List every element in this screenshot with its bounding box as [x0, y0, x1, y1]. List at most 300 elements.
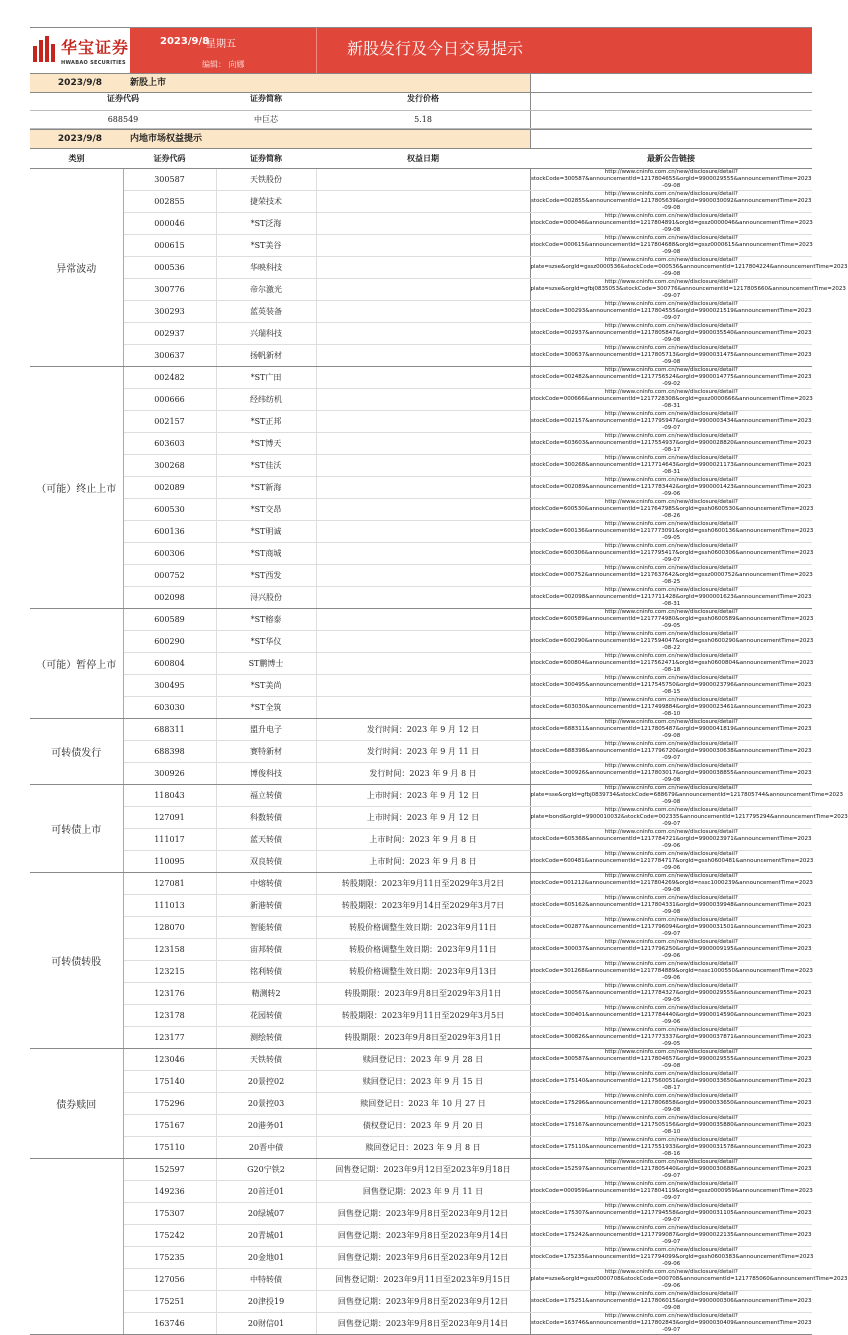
name-cell: 华映科技	[216, 257, 316, 279]
table-row	[30, 477, 812, 499]
name-cell: 宙邦转债	[216, 939, 316, 961]
date-cell: 上市时间：2023 年 9 月 12 日	[316, 807, 530, 829]
logo-cn-text: 华宝证券	[60, 38, 129, 57]
name-cell: 浔兴股份	[216, 587, 316, 609]
name-cell: 花园转债	[216, 1005, 316, 1027]
link-cell[interactable]: http://www.cninfo.com.cn/new/disclosure/detail?stockCode=163746&announcementId=1217802843&orgId=9900030409&announcementTime=2023 -09-07	[530, 1313, 812, 1333]
code-cell: 300637	[123, 345, 216, 367]
name-cell: 20绿城07	[216, 1203, 316, 1225]
link-cell[interactable]: http://www.cninfo.com.cn/new/disclosure/detail?stockCode=152597&announcementId=1217805440&orgId=9900030688&announcementTime=2023 -09-07	[530, 1159, 812, 1179]
date-cell: 赎回登记日：2023 年 10 月 27 日	[316, 1093, 530, 1115]
name-cell: 铭利转债	[216, 961, 316, 983]
table-row	[30, 301, 812, 323]
code-cell: 123046	[123, 1049, 216, 1071]
name-cell: *ST西发	[216, 565, 316, 587]
table-row	[30, 323, 812, 345]
date-cell: 债权登记日：2023 年 9 月 20 日	[316, 1115, 530, 1137]
table-row	[30, 191, 812, 213]
table-row	[30, 1269, 812, 1291]
date-cell: 转股期限：2023年9月14日至2029年3月7日	[316, 895, 530, 917]
code-cell: 123158	[123, 939, 216, 961]
name-cell: 20景控03	[216, 1093, 316, 1115]
table-row	[30, 1247, 812, 1269]
code-cell: 300268	[123, 455, 216, 477]
name-cell: *ST交昂	[216, 499, 316, 521]
code-cell: 000752	[123, 565, 216, 587]
name-cell: *ST全筑	[216, 697, 316, 719]
report-title: 新股发行及今日交易提示	[316, 28, 812, 73]
name-cell: 20财信01	[216, 1313, 316, 1335]
name-cell: *ST商城	[216, 543, 316, 565]
table-row	[30, 1115, 812, 1137]
link-cell[interactable]: http://www.cninfo.com.cn/new/disclosure/detail?stockCode=002937&announcementId=1217805847&orgId=9900035540&announcementTime=2023 -09-08	[530, 323, 812, 343]
rights-body	[30, 169, 848, 1335]
date-cell: 回售登记期：2023年9月12日至2023年9月18日	[316, 1159, 530, 1181]
date-cell	[316, 323, 530, 345]
ipo-code: 688549	[107, 115, 139, 124]
code-cell: 300587	[123, 169, 216, 191]
date-cell	[316, 565, 530, 587]
rights-section-bar	[30, 129, 812, 149]
name-cell: G20宁铁2	[216, 1159, 316, 1181]
code-cell: 300776	[123, 279, 216, 301]
code-cell: 127081	[123, 873, 216, 895]
link-cell[interactable]: http://www.cninfo.com.cn/new/disclosure/detail?stockCode=175140&announcementId=1217560051&orgId=9900033650&announcementTime=2023 -08-17	[530, 1071, 812, 1091]
link-cell[interactable]: http://www.cninfo.com.cn/new/disclosure/detail?stockCode=002855&announcementId=1217805639&orgId=9900030092&announcementTime=2023 -09-08	[530, 191, 812, 211]
code-cell: 000046	[123, 213, 216, 235]
code-cell: 175167	[123, 1115, 216, 1137]
link-cell[interactable]: http://www.cninfo.com.cn/new/disclosure/detail?stockCode=301268&announcementId=1217784889&orgId=nssc1000550&announcementTime=2023 -09-06	[530, 961, 813, 981]
link-cell[interactable]: http://www.cninfo.com.cn/new/disclosure/detail?stockCode=600589&announcementId=1217774980&orgId=gssh0600589&announcementTime=2023 -09-05	[530, 609, 814, 629]
name-cell: 20津投19	[216, 1291, 316, 1313]
link-cell[interactable]: http://www.cninfo.com.cn/new/disclosure/detail?stockCode=300587&announcementId=1217804655&orgId=9900029555&announcementTime=2023 -09-08	[530, 169, 812, 189]
code-cell: 600530	[123, 499, 216, 521]
link-cell[interactable]: http://www.cninfo.com.cn/new/disclosure/detail?plate=bond&orgId=9900010032&stockCode=002335&announcementId=1217795294&announcementTime=2023 -09-07	[530, 807, 848, 827]
logo-en-text: HWABAO SECURITIES	[60, 60, 126, 66]
ipo-row	[30, 111, 812, 129]
col-category: 类别	[30, 149, 123, 169]
date-cell	[316, 455, 530, 477]
table-row	[30, 807, 812, 829]
header-date: 2023/9/8	[160, 36, 210, 47]
date-cell	[316, 367, 530, 389]
code-cell: 300926	[123, 763, 216, 785]
name-cell: 经纬纺机	[216, 389, 316, 411]
date-cell	[316, 279, 530, 301]
date-cell: 回售登记期：2023年9月8日至2023年9月12日	[316, 1291, 530, 1313]
link-cell[interactable]: http://www.cninfo.com.cn/new/disclosure/detail?stockCode=300037&announcementId=1217796250&orgId=9900009195&announcementTime=2023 -09-06	[530, 939, 812, 959]
date-cell	[316, 543, 530, 565]
date-cell: 转股期限：2023年9月11日至2029年3月2日	[316, 873, 530, 895]
link-cell[interactable]: http://www.cninfo.com.cn/new/disclosure/detail?stockCode=002482&announcementId=1217756524&orgId=9900014775&announcementTime=2023 -09-02	[530, 367, 812, 387]
name-cell: *ST美谷	[216, 235, 316, 257]
name-cell: 赛特新材	[216, 741, 316, 763]
date-cell: 转股价格调整生效日期：2023年9月11日	[316, 939, 530, 961]
code-cell: 152597	[123, 1159, 216, 1181]
name-cell: 测绘转债	[216, 1027, 316, 1049]
date-cell	[316, 631, 530, 653]
name-cell: *ST新海	[216, 477, 316, 499]
date-cell: 转股期限：2023年9月8日至2029年3月1日	[316, 1027, 530, 1049]
link-cell[interactable]: http://www.cninfo.com.cn/new/disclosure/detail?stockCode=688311&announcementId=1217805487&orgId=9900041819&announcementTime=2023 -09-08	[530, 719, 812, 739]
link-cell[interactable]: http://www.cninfo.com.cn/new/disclosure/detail?plate=sse&orgId=gfbj0839734&stockCode=688679&announcementId=1217805744&announcementTime=2023 -09-08	[530, 785, 843, 805]
code-cell: 123215	[123, 961, 216, 983]
link-cell[interactable]: http://www.cninfo.com.cn/new/disclosure/detail?stockCode=300587&announcementId=1217804657&orgId=9900029555&announcementTime=2023 -09-08	[530, 1049, 812, 1069]
name-cell: 博俊科技	[216, 763, 316, 785]
name-cell: ST鹏博士	[216, 653, 316, 675]
table-row	[30, 1071, 812, 1093]
code-cell: 002157	[123, 411, 216, 433]
date-cell	[316, 301, 530, 323]
code-cell: 000666	[123, 389, 216, 411]
date-cell	[316, 609, 530, 631]
table-row	[30, 631, 812, 653]
report-page	[30, 27, 848, 1335]
code-cell: 600804	[123, 653, 216, 675]
date-cell	[316, 675, 530, 697]
code-cell: 000615	[123, 235, 216, 257]
category-cell: 债券赎回	[30, 1049, 123, 1159]
link-cell[interactable]: http://www.cninfo.com.cn/new/disclosure/detail?stockCode=300268&announcementId=1217714643&orgId=9900021173&announcementTime=2023 -08-31	[530, 455, 812, 475]
date-cell: 回售登记期：2023年9月6日至2023年9月12日	[316, 1247, 530, 1269]
link-cell[interactable]: http://www.cninfo.com.cn/new/disclosure/detail?stockCode=000666&announcementId=1217728308&orgId=gssz0000666&announcementTime=2023 -08-31	[530, 389, 813, 409]
ipo-col-name: 证券简称	[250, 94, 282, 103]
date-cell: 转股价格调整生效日期：2023年9月13日	[316, 961, 530, 983]
date-cell: 发行时间：2023 年 9 月 8 日	[316, 763, 530, 785]
link-cell[interactable]: http://www.cninfo.com.cn/new/disclosure/detail?stockCode=603030&announcementId=1217499884&orgId=9900023461&announcementTime=2023 -08-10	[530, 697, 812, 717]
rights-table	[30, 149, 848, 1335]
link-cell[interactable]: http://www.cninfo.com.cn/new/disclosure/detail?stockCode=300637&announcementId=1217805713&orgId=9900031475&announcementTime=2023 -09-08	[530, 345, 812, 365]
table-row	[30, 1203, 812, 1225]
brand-logo	[30, 28, 130, 73]
link-cell[interactable]: http://www.cninfo.com.cn/new/disclosure/detail?stockCode=002098&announcementId=1217711428&orgId=9900001623&announcementTime=2023 -08-31	[530, 587, 812, 607]
table-row	[30, 521, 812, 543]
link-cell[interactable]: http://www.cninfo.com.cn/new/disclosure/detail?plate=szse&orgId=gssz0000708&stockCode=000708&announcementId=1217785060&announcementTime=2023 -09-06	[530, 1269, 848, 1289]
table-row	[30, 1181, 812, 1203]
code-cell: 175296	[123, 1093, 216, 1115]
category-cell: 可转债发行	[30, 719, 123, 785]
rights-section-title: 内地市场权益提示	[130, 130, 530, 148]
table-row	[30, 1159, 812, 1181]
code-cell: 600136	[123, 521, 216, 543]
link-cell[interactable]: http://www.cninfo.com.cn/new/disclosure/detail?stockCode=300401&announcementId=1217784440&orgId=9900014590&announcementTime=2023 -09-06	[530, 1005, 812, 1025]
date-cell	[316, 191, 530, 213]
link-cell[interactable]: http://www.cninfo.com.cn/new/disclosure/detail?stockCode=600306&announcementId=1217795417&orgId=gssh0600306&announcementTime=2023 -09-07	[530, 543, 814, 563]
category-cell	[30, 1159, 123, 1335]
date-cell: 转股价格调整生效日期：2023年9月11日	[316, 917, 530, 939]
link-cell[interactable]: http://www.cninfo.com.cn/new/disclosure/detail?stockCode=175167&announcementId=1217505156&orgId=9900035880&announcementTime=2023 -08-10	[530, 1115, 812, 1135]
date-cell: 赎回登记日：2023 年 9 月 8 日	[316, 1137, 530, 1159]
link-cell[interactable]: http://www.cninfo.com.cn/new/disclosure/detail?stockCode=688398&announcementId=1217796720&orgId=9900030638&announcementTime=2023 -09-07	[530, 741, 812, 761]
table-row	[30, 785, 812, 807]
date-cell: 回售登记期：2023年9月8日至2023年9月14日	[316, 1225, 530, 1247]
col-code: 证券代码	[123, 149, 216, 169]
table-row	[30, 1093, 812, 1115]
ipo-name: 中巨芯	[254, 115, 278, 124]
code-cell: 600290	[123, 631, 216, 653]
name-cell: *ST华仪	[216, 631, 316, 653]
date-cell	[316, 653, 530, 675]
code-cell: 002855	[123, 191, 216, 213]
link-cell[interactable]: http://www.cninfo.com.cn/new/disclosure/detail?stockCode=300495&announcementId=1217545750&orgId=9900023796&announcementTime=2023 -08-15	[530, 675, 812, 695]
link-cell[interactable]: http://www.cninfo.com.cn/new/disclosure/detail?stockCode=175296&announcementId=1217806858&orgId=9900033650&announcementTime=2023 -09-08	[530, 1093, 812, 1113]
date-cell: 赎回登记日：2023 年 9 月 28 日	[316, 1049, 530, 1071]
code-cell: 163746	[123, 1313, 216, 1335]
link-cell[interactable]: http://www.cninfo.com.cn/new/disclosure/detail?stockCode=605368&announcementId=1217784721&orgId=9900023971&announcementTime=2023 -09-06	[530, 829, 812, 849]
date-cell: 上市时间：2023 年 9 月 12 日	[316, 785, 530, 807]
table-row	[30, 917, 812, 939]
name-cell: 帝尔激光	[216, 279, 316, 301]
code-cell: 127091	[123, 807, 216, 829]
code-cell: 123176	[123, 983, 216, 1005]
ipo-col-price: 发行价格	[407, 94, 439, 103]
link-cell[interactable]: http://www.cninfo.com.cn/new/disclosure/detail?stockCode=000046&announcementId=1217804891&orgId=gssz0000046&announcementTime=2023 -09-08	[530, 213, 813, 233]
link-cell[interactable]: http://www.cninfo.com.cn/new/disclosure/detail?stockCode=300826&announcementId=1217773337&orgId=9900037871&announcementTime=2023 -09-05	[530, 1027, 812, 1047]
category-cell: （可能）终止上市	[30, 367, 123, 609]
header-date-block	[130, 28, 316, 73]
table-row	[30, 1291, 812, 1313]
table-row	[30, 1137, 812, 1159]
table-row	[30, 565, 812, 587]
header-editor: 编辑： 向娜	[202, 60, 245, 69]
table-row	[30, 961, 812, 983]
name-cell: 20晋中债	[216, 1137, 316, 1159]
date-cell	[316, 433, 530, 455]
code-cell: 175140	[123, 1071, 216, 1093]
table-row	[30, 697, 812, 719]
date-cell	[316, 389, 530, 411]
code-cell: 123177	[123, 1027, 216, 1049]
code-cell: 688311	[123, 719, 216, 741]
date-cell	[316, 169, 530, 191]
table-row	[30, 983, 812, 1005]
code-cell: 175251	[123, 1291, 216, 1313]
code-cell: 110095	[123, 851, 216, 873]
link-cell[interactable]: http://www.cninfo.com.cn/new/disclosure/detail?stockCode=300293&announcementId=1217804555&orgId=9900021519&announcementTime=2023 -09-07	[530, 301, 812, 321]
code-cell: 128070	[123, 917, 216, 939]
link-cell[interactable]: http://www.cninfo.com.cn/new/disclosure/detail?stockCode=175251&announcementId=1217806015&orgId=9900000306&announcementTime=2023 -09-08	[530, 1291, 812, 1311]
category-cell: 可转债转股	[30, 873, 123, 1049]
date-cell: 转股期限：2023年9月11日至2029年3月5日	[316, 1005, 530, 1027]
table-row	[30, 873, 812, 895]
link-cell[interactable]: http://www.cninfo.com.cn/new/disclosure/detail?stockCode=002157&announcementId=1217795947&orgId=9900003434&announcementTime=2023 -09-07	[530, 411, 812, 431]
link-cell[interactable]: http://www.cninfo.com.cn/new/disclosure/detail?stockCode=175242&announcementId=1217799087&orgId=9900022135&announcementTime=2023 -09-07	[530, 1225, 812, 1245]
name-cell: 扬帆新材	[216, 345, 316, 367]
name-cell: 20景控02	[216, 1071, 316, 1093]
table-row	[30, 895, 812, 917]
link-cell[interactable]: http://www.cninfo.com.cn/new/disclosure/detail?stockCode=605162&announcementId=1217804331&orgId=9900039948&announcementTime=2023 -09-08	[530, 895, 812, 915]
date-cell: 转股期限：2023年9月8日至2029年3月1日	[316, 983, 530, 1005]
ipo-col-code: 证券代码	[107, 94, 139, 103]
name-cell: 科数转债	[216, 807, 316, 829]
code-cell: 175235	[123, 1247, 216, 1269]
date-cell	[316, 587, 530, 609]
date-cell	[316, 235, 530, 257]
code-cell: 002482	[123, 367, 216, 389]
table-row	[30, 213, 812, 235]
table-row	[30, 235, 812, 257]
name-cell: 20金地01	[216, 1247, 316, 1269]
code-cell: 149236	[123, 1181, 216, 1203]
date-cell	[316, 521, 530, 543]
name-cell: 20青城01	[216, 1225, 316, 1247]
link-cell[interactable]: http://www.cninfo.com.cn/new/disclosure/detail?stockCode=000752&announcementId=1217637642&orgId=gssz0000752&announcementTime=2023 -08-25	[530, 565, 813, 585]
link-cell[interactable]: http://www.cninfo.com.cn/new/disclosure/detail?stockCode=600481&announcementId=1217784717&orgId=gssh0600481&announcementTime=2023 -09-06	[530, 851, 814, 871]
link-cell[interactable]: http://www.cninfo.com.cn/new/disclosure/detail?stockCode=600290&announcementId=1217594047&orgId=gssh0600290&announcementTime=2023 -08-22	[530, 631, 814, 651]
col-date: 权益日期	[316, 149, 530, 169]
link-cell[interactable]: http://www.cninfo.com.cn/new/disclosure/detail?plate=szse&orgId=gssz0000536&stockCode=000536&announcementId=1217804224&announcementTime=2023 -09-08	[530, 257, 848, 277]
link-cell[interactable]: http://www.cninfo.com.cn/new/disclosure/detail?plate=szse&orgId=gfbj0835053&stockCode=300776&announcementId=1217805660&announcementTime=2023 -09-07	[530, 279, 846, 299]
name-cell: *ST美尚	[216, 675, 316, 697]
code-cell: 688398	[123, 741, 216, 763]
date-cell	[316, 213, 530, 235]
link-cell[interactable]: http://www.cninfo.com.cn/new/disclosure/detail?stockCode=603603&announcementId=1217554937&orgId=9900028820&announcementTime=2023 -08-17	[530, 433, 812, 453]
link-cell[interactable]: http://www.cninfo.com.cn/new/disclosure/detail?stockCode=002877&announcementId=1217796094&orgId=9900031501&announcementTime=2023 -09-07	[530, 917, 812, 937]
date-cell	[316, 477, 530, 499]
table-row	[30, 411, 812, 433]
code-cell: 000536	[123, 257, 216, 279]
date-cell	[316, 697, 530, 719]
date-cell: 上市时间：2023 年 9 月 8 日	[316, 851, 530, 873]
table-row	[30, 543, 812, 565]
date-cell	[316, 345, 530, 367]
date-cell: 上市时间：2023 年 9 月 8 日	[316, 829, 530, 851]
code-cell: 600306	[123, 543, 216, 565]
table-row	[30, 851, 812, 873]
report-header	[30, 27, 812, 73]
table-row	[30, 763, 812, 785]
date-cell: 回售登记期：2023年9月11日至2023年9月15日	[316, 1269, 530, 1291]
link-cell[interactable]: http://www.cninfo.com.cn/new/disclosure/detail?stockCode=175110&announcementId=1217551933&orgId=9900031578&announcementTime=2023 -08-16	[530, 1137, 812, 1157]
name-cell: 捷荣技术	[216, 191, 316, 213]
table-row	[30, 279, 812, 301]
table-row	[30, 499, 812, 521]
name-cell: *ST佳沃	[216, 455, 316, 477]
header-weekday: 星期五	[206, 39, 236, 50]
table-row	[30, 1313, 812, 1335]
code-cell: 002937	[123, 323, 216, 345]
name-cell: 双良转债	[216, 851, 316, 873]
category-cell: （可能）暂停上市	[30, 609, 123, 719]
name-cell: 中特转债	[216, 1269, 316, 1291]
code-cell: 123178	[123, 1005, 216, 1027]
code-cell: 002098	[123, 587, 216, 609]
name-cell: *ST正邦	[216, 411, 316, 433]
table-row	[30, 455, 812, 477]
code-cell: 600589	[123, 609, 216, 631]
link-cell[interactable]: http://www.cninfo.com.cn/new/disclosure/detail?stockCode=600804&announcementId=1217562471&orgId=gssh0600804&announcementTime=2023 -08-18	[530, 653, 814, 673]
table-row	[30, 741, 812, 763]
name-cell: *ST博天	[216, 433, 316, 455]
rights-header-row	[30, 149, 812, 169]
date-cell: 赎回登记日：2023 年 9 月 15 日	[316, 1071, 530, 1093]
date-cell: 回售登记期：2023年9月8日至2023年9月12日	[316, 1203, 530, 1225]
ipo-section-title: 新股上市	[130, 74, 530, 92]
ipo-section-date: 2023/9/8	[30, 74, 130, 92]
rights-section-date: 2023/9/8	[30, 130, 130, 148]
logo-mark-icon	[31, 36, 57, 66]
name-cell: 新港转债	[216, 895, 316, 917]
link-cell[interactable]: http://www.cninfo.com.cn/new/disclosure/detail?stockCode=002089&announcementId=1217783442&orgId=9900001423&announcementTime=2023 -09-06	[530, 477, 812, 497]
ipo-section-bar	[30, 73, 812, 93]
link-cell[interactable]: http://www.cninfo.com.cn/new/disclosure/detail?stockCode=001212&announcementId=1217804269&orgId=nssc1000239&announcementTime=2023 -09-08	[530, 873, 813, 893]
link-cell[interactable]: http://www.cninfo.com.cn/new/disclosure/detail?stockCode=600136&announcementId=1217773091&orgId=gssh0600136&announcementTime=2023 -09-05	[530, 521, 814, 541]
link-cell[interactable]: http://www.cninfo.com.cn/new/disclosure/detail?stockCode=175235&announcementId=1217794099&orgId=gssh0600383&announcementTime=2023 -09-06	[530, 1247, 814, 1267]
name-cell: 20港务01	[216, 1115, 316, 1137]
code-cell: 175242	[123, 1225, 216, 1247]
code-cell: 118043	[123, 785, 216, 807]
name-cell: 中熔转债	[216, 873, 316, 895]
table-row	[30, 939, 812, 961]
date-cell: 发行时间：2023 年 9 月 11 日	[316, 741, 530, 763]
table-row	[30, 257, 812, 279]
name-cell: *ST榕泰	[216, 609, 316, 631]
date-cell	[316, 499, 530, 521]
name-cell: 智能转债	[216, 917, 316, 939]
link-cell[interactable]: http://www.cninfo.com.cn/new/disclosure/detail?stockCode=600530&announcementId=1217647985&orgId=gssh0600530&announcementTime=2023 -08-26	[530, 499, 814, 519]
table-row	[30, 1049, 812, 1071]
date-cell	[316, 257, 530, 279]
category-cell: 异常波动	[30, 169, 123, 367]
link-cell[interactable]: http://www.cninfo.com.cn/new/disclosure/detail?stockCode=175307&announcementId=1217794558&orgId=9900031105&announcementTime=2023 -09-07	[530, 1203, 812, 1223]
table-row	[30, 609, 812, 631]
name-cell: 蓝天转债	[216, 829, 316, 851]
name-cell: 20首迁01	[216, 1181, 316, 1203]
table-row	[30, 169, 812, 191]
code-cell: 127056	[123, 1269, 216, 1291]
table-row	[30, 1005, 812, 1027]
date-cell: 回售登记期：2023年9月8日至2023年9月14日	[316, 1313, 530, 1335]
table-row	[30, 829, 812, 851]
code-cell: 175110	[123, 1137, 216, 1159]
name-cell: *ST明诚	[216, 521, 316, 543]
col-link: 最新公告链接	[530, 149, 812, 169]
code-cell: 603603	[123, 433, 216, 455]
col-name: 证券简称	[216, 149, 316, 169]
code-cell: 111013	[123, 895, 216, 917]
name-cell: 盟升电子	[216, 719, 316, 741]
name-cell: 兴瑞科技	[216, 323, 316, 345]
date-cell: 发行时间：2023 年 9 月 12 日	[316, 719, 530, 741]
table-row	[30, 587, 812, 609]
name-cell: 蓝英装备	[216, 301, 316, 323]
link-cell[interactable]: http://www.cninfo.com.cn/new/disclosure/detail?stockCode=000615&announcementId=1217804688&orgId=gssz0000615&announcementTime=2023 -09-08	[530, 235, 813, 255]
code-cell: 300495	[123, 675, 216, 697]
table-row	[30, 345, 812, 367]
code-cell: 300293	[123, 301, 216, 323]
date-cell	[316, 411, 530, 433]
name-cell: *ST泛海	[216, 213, 316, 235]
code-cell: 002089	[123, 477, 216, 499]
name-cell: 天铁转债	[216, 1049, 316, 1071]
code-cell: 603030	[123, 697, 216, 719]
ipo-price: 5.18	[414, 115, 432, 124]
ipo-header-row	[30, 93, 812, 111]
date-cell: 回售登记期：2023 年 9 月 11 日	[316, 1181, 530, 1203]
table-row	[30, 433, 812, 455]
table-row	[30, 1225, 812, 1247]
link-cell[interactable]: http://www.cninfo.com.cn/new/disclosure/detail?stockCode=300926&announcementId=1217803017&orgId=9900038855&announcementTime=2023 -09-08	[530, 763, 812, 783]
table-row	[30, 367, 812, 389]
link-cell[interactable]: http://www.cninfo.com.cn/new/disclosure/detail?stockCode=000959&announcementId=1217804119&orgId=gssz0000959&announcementTime=2023 -09-07	[530, 1181, 813, 1201]
code-cell: 175307	[123, 1203, 216, 1225]
name-cell: *ST广田	[216, 367, 316, 389]
table-row	[30, 719, 812, 741]
table-row	[30, 675, 812, 697]
name-cell: 福立转债	[216, 785, 316, 807]
name-cell: 精测转2	[216, 983, 316, 1005]
link-cell[interactable]: http://www.cninfo.com.cn/new/disclosure/detail?stockCode=300567&announcementId=1217784327&orgId=9900029555&announcementTime=2023 -09-05	[530, 983, 812, 1003]
